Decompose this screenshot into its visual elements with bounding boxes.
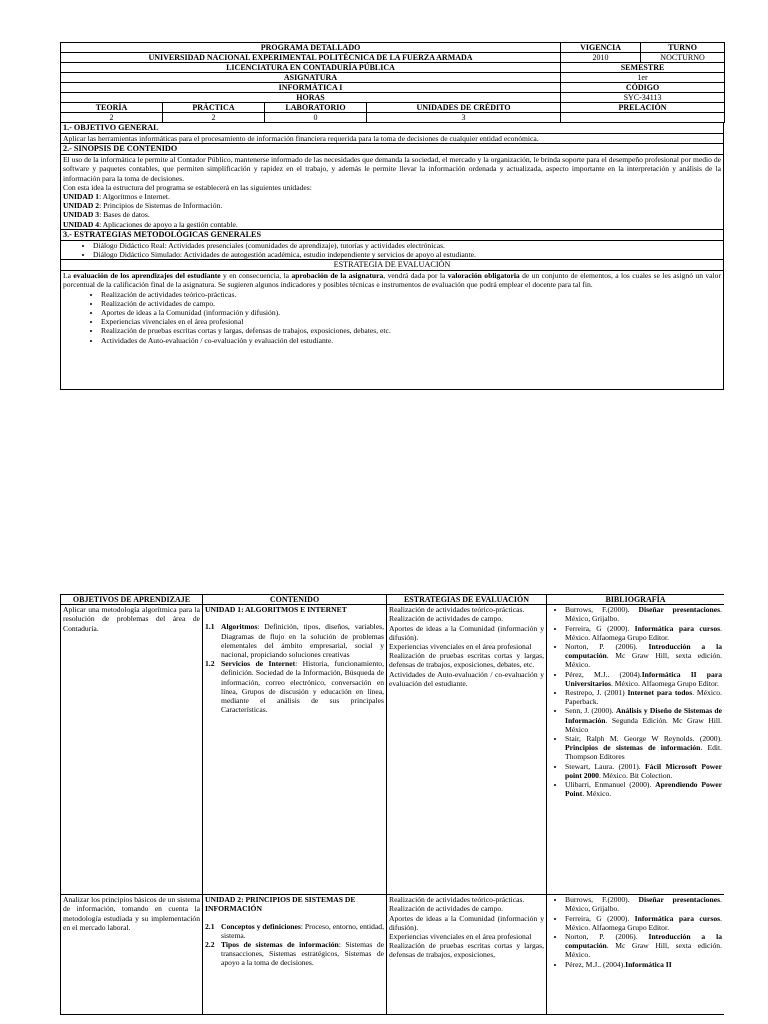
semestre-label: SEMESTRE xyxy=(561,63,725,73)
estrategias-title: 3.- ESTRATEGIAS METODOLÓGICAS GENERALES xyxy=(61,229,724,240)
bib-publisher: . México, Grijalbo. xyxy=(565,895,722,914)
col-header-objetivos: OBJETIVOS DE APRENDIZAJE xyxy=(61,595,203,605)
creditos-value: 3 xyxy=(367,113,561,123)
strategy-line: Actividades de Auto-evaluación / co-evaluación y evaluación del estudiante. xyxy=(389,669,544,688)
bib-author: Burrows, F.(2000). xyxy=(565,605,639,615)
bib-publisher: . México. xyxy=(582,789,612,799)
laboratorio-label: LABORATORIO xyxy=(265,103,367,113)
unidad-label: UNIDAD 3 xyxy=(63,210,100,220)
sinopsis-text: El uso de la informática le permite al Contador Público, mantenerse informado de las necesidades que demanda la sociedad, el mercado y la organización, le brinda soporte para el desempeño profesional por medio de software y paquetes contables, que permiten simplificación y rapidez en el trabajo, y además le permite llevar la información ordenada y actualizada, aspecto importante en la interpretación y análisis de la información para la toma de decisiones. xyxy=(63,155,721,183)
item-description: : Proceso, entorno, entidad, sistema. xyxy=(221,921,385,940)
item-description: : Definición, tipos, diseños, variables, Diagramas de flujo en la solución de problemas elementales del ámbito empresarial, social y nacional, propiciando soluciones creativas xyxy=(221,622,384,660)
objetivo-cell: Analizar los principios básicos de un sistema de información, tomando en cuenta la metodología estudiada y su implementación en el mercado laboral. xyxy=(61,895,203,1015)
unidad-line xyxy=(63,210,721,219)
evaluacion-part: La xyxy=(63,271,74,281)
bib-author: Burrows, F.(2000). xyxy=(565,895,639,905)
strategy-line: Realización de pruebas escritas cortas y largas, defensas de trabajos, exposiciones, debates, etc. xyxy=(389,651,544,670)
evaluacion-cell xyxy=(61,271,724,390)
program-header-page xyxy=(60,42,724,390)
evaluacion-text xyxy=(63,271,721,289)
bib-title: Principios de sistemas de información xyxy=(565,743,701,753)
bib-publisher: . Mc Graw Hill, sexta edición. México. xyxy=(565,651,722,670)
list-item: • Actividades de Auto-evaluación / co-evaluación y evaluación del estudiante. xyxy=(101,336,721,345)
bib-title: Aprendiendo Power Point xyxy=(565,780,722,799)
evaluacion-part: y en consecuencia, la xyxy=(220,271,292,281)
objetivo-cell: Aplicar una metodología algorítmica para la resolución de problemas del área de Contaduría. xyxy=(61,605,203,895)
bib-author: Stewart, Laura. (2001). xyxy=(565,761,646,771)
bib-publisher: . Edit. Thompson Editores xyxy=(565,743,723,762)
semestre-value: 1er xyxy=(561,73,725,83)
sinopsis-cell xyxy=(61,155,724,230)
sinopsis-title: 2.- SINOPSIS DE CONTENIDO xyxy=(61,144,724,155)
content-item xyxy=(205,659,384,714)
bib-entry xyxy=(565,624,722,642)
practica-label: PRÁCTICA xyxy=(163,103,265,113)
teoria-label: TEORÍA xyxy=(61,103,163,113)
bib-author: Pérez, M.J.. (2004). xyxy=(565,959,626,969)
strategy-line: Aportes de ideas a la Comunidad (información y difusión). xyxy=(389,913,544,932)
unidad-heading: UNIDAD 1: ALGORITMOS E INTERNET xyxy=(205,605,347,615)
item-title: Conceptos y definiciones xyxy=(221,921,301,931)
bib-publisher: . México, Grijalbo. xyxy=(565,605,722,624)
unidad-text: : Principios de Sistemas de Información. xyxy=(99,201,223,211)
unidad-label: UNIDAD 2 xyxy=(63,201,100,211)
program-title: PROGRAMA DETALLADO xyxy=(61,43,561,53)
bib-title: Introducción a la computación xyxy=(565,932,723,951)
codigo-label: CÓDIGO xyxy=(561,83,725,93)
bib-author: Senn, J. (2000). xyxy=(565,706,616,716)
list-item: • Realización de actividades teórico-prácticas. xyxy=(101,290,721,299)
bibliografia-cell xyxy=(547,895,725,1015)
bib-publisher: . México. Alfaomega Grupo Editor. xyxy=(565,913,722,932)
codigo-value: SYC-34113 xyxy=(561,93,725,103)
item-number: 1.2 xyxy=(205,659,215,669)
unidad-line xyxy=(63,220,721,229)
estrategias-cell xyxy=(387,605,547,895)
item-number: 2.2 xyxy=(205,940,215,950)
bib-author: Stair, Ralph M. George W Reynolds. (2000). xyxy=(565,734,722,744)
bibliografia-cell xyxy=(547,605,725,895)
unidad-line xyxy=(63,192,721,201)
contenido-cell xyxy=(203,895,387,1015)
bib-entry xyxy=(565,895,722,913)
prelacion-value xyxy=(561,113,725,123)
strategy-line: Aportes de ideas a la Comunidad (información y difusión). xyxy=(389,623,544,642)
list-item: • Realización de pruebas escritas cortas y largas, defensas de trabajos, exposiciones, debates, etc. xyxy=(101,326,721,335)
bib-entry xyxy=(565,762,722,780)
vigencia-label: VIGENCIA xyxy=(561,43,641,53)
bib-publisher: . Mc Graw Hill, sexta edición. México. xyxy=(565,941,722,960)
strategy-line: Realización de pruebas escritas cortas y largas, defensas de trabajos, exposiciones, xyxy=(389,941,544,960)
contenido-cell xyxy=(203,605,387,895)
strategy-line: Realización de actividades de campo. xyxy=(389,614,504,624)
content-item xyxy=(205,622,384,659)
unidad-text: : Bases de datos. xyxy=(99,210,150,220)
bib-title: Internet para todos xyxy=(627,688,693,698)
item-text xyxy=(221,659,384,714)
bib-entry xyxy=(565,780,722,798)
bib-publisher: . México. Paperback. xyxy=(565,688,723,707)
prelacion-label: PRELACIÓN xyxy=(561,103,725,113)
col-header-bibliografia: BIBLIOGRAFÍA xyxy=(547,595,725,605)
bib-entry xyxy=(565,734,722,762)
list-item: • Diálogo Didáctico Simulado: Actividades de autogestión académica, estudio independiente y servicios de apoyo al estudiante. xyxy=(93,250,721,259)
bib-author: Restrepo, J. (2001) xyxy=(565,688,628,698)
bib-author: Ferreira, G (2000). xyxy=(565,623,635,633)
career-name: LICENCIATURA EN CONTADURÍA PÚBLICA xyxy=(61,63,561,73)
bib-title: Fácil Microsoft Power point 2000 xyxy=(565,761,722,780)
strategy-line: Realización de actividades teórico-prácticas. xyxy=(389,895,525,905)
detail-page xyxy=(60,594,724,1024)
asignatura-label: ASIGNATURA xyxy=(61,73,561,83)
sinopsis-intro: Con esta idea la estructura del programa se establecerá en las siguientes unidades: xyxy=(63,182,312,192)
objetivo-text: Aplicar las herramientas informáticas para el procesamiento de información financiera requerida para la toma de decisiones de cualquier entidad económica. xyxy=(61,134,724,144)
objetivo-title: 1.- OBJETIVO GENERAL xyxy=(61,123,724,134)
bib-title: Informática II para Universitarios xyxy=(565,669,722,688)
bib-title: Informática para cursos xyxy=(634,913,721,923)
bib-entry xyxy=(565,688,722,706)
detail-table xyxy=(60,594,724,1015)
unidad-line xyxy=(63,201,721,210)
content-item xyxy=(205,922,384,940)
bib-entry xyxy=(565,706,722,734)
strategy-line: Experiencias vivenciales en el área profesional xyxy=(389,642,532,652)
item-number: 1.1 xyxy=(205,622,215,632)
bib-author: Pérez, M.J.. (2004). xyxy=(565,669,642,679)
bib-publisher: . México. Bit Colection. xyxy=(598,770,673,780)
university-name: UNIVERSIDAD NACIONAL EXPERIMENTAL POLITÉCNICA DE LA FUERZA ARMADA xyxy=(61,53,561,63)
practica-value: 2 xyxy=(163,113,265,123)
content-item xyxy=(205,940,384,968)
bib-title: Informática II xyxy=(625,959,672,969)
bib-entry xyxy=(565,670,722,688)
turno-value: NOCTURNO xyxy=(641,53,725,63)
bib-author: Ferreira, G (2000). xyxy=(565,913,635,923)
bib-author: Norton, P. (2006). xyxy=(565,932,649,942)
bib-entry xyxy=(565,960,722,969)
unidad-label: UNIDAD 4 xyxy=(63,219,100,229)
bib-title: Diseñar presentaciones xyxy=(638,895,721,905)
evaluacion-bold: evaluación de los aprendizajes del estudiante xyxy=(73,271,221,281)
evaluacion-part: de un conjunto de elementos, a los cuales se les asignó un valor porcentual de la calificación final de la asignatura. Se sugieren algunos indicadores y posibles técnicas e instrumentos de evaluación que podrá emplear el docente para tal fin. xyxy=(63,271,721,290)
estrategias-cell xyxy=(61,240,724,259)
item-title: Servicios de Internet xyxy=(221,659,296,669)
bib-title: Informática para cursos xyxy=(634,623,721,633)
estrategias-cell xyxy=(387,895,547,1015)
bib-title: Análisis y Diseño de Sistemas de Información xyxy=(565,706,722,725)
item-text xyxy=(221,940,384,968)
bib-publisher: . Segunda Edición. Mc Graw Hill. México xyxy=(565,715,722,734)
bib-entry xyxy=(565,914,722,932)
teoria-value: 2 xyxy=(61,113,163,123)
header-table xyxy=(60,42,725,123)
item-title: Algoritmos xyxy=(221,622,258,632)
bib-title: Diseñar presentaciones xyxy=(638,605,721,615)
asignatura-value: INFORMÁTICA I xyxy=(61,83,561,93)
evaluacion-title: ESTRATEGIA DE EVALUACIÓN xyxy=(61,260,724,271)
bib-author: Norton, P. (2006). xyxy=(565,642,649,652)
item-number: 2.1 xyxy=(205,921,215,931)
bib-entry xyxy=(565,932,722,960)
item-text xyxy=(221,922,384,940)
evaluacion-bold: valoración obligatoria xyxy=(447,271,520,281)
strategy-line: Realización de actividades teórico-prácticas. xyxy=(389,605,525,615)
turno-label: TURNO xyxy=(641,43,725,53)
list-item: • Realización de actividades de campo. xyxy=(101,299,721,308)
bib-author: Ulibarri, Enmanuel (2000). xyxy=(565,780,656,790)
unidad-text: : Algoritmos e Internet. xyxy=(99,192,170,202)
col-header-estrategias: ESTRATEGIAS DE EVALUACIÓN xyxy=(387,595,547,605)
item-title: Tipos de sistemas de información xyxy=(221,940,339,950)
list-item: • Aportes de ideas a la Comunidad (información y difusión). xyxy=(101,308,721,317)
col-header-contenido: CONTENIDO xyxy=(203,595,387,605)
item-description: : Sistemas de transacciones, Sistemas estratégicos, Sistemas de apoyo a la toma de decisiones. xyxy=(221,940,384,968)
bib-publisher: . México. Alfaomega Grupo Editor. xyxy=(565,623,722,642)
vigencia-value: 2010 xyxy=(561,53,641,63)
laboratorio-value: 0 xyxy=(265,113,367,123)
bib-publisher: . México. Alfaomega Grupo Editor. xyxy=(610,678,719,688)
unidad-heading: UNIDAD 2: PRINCIPIOS DE SISTEMAS DE INFORMACIÓN xyxy=(205,895,356,914)
unidad-text: : Aplicaciones de apoyo a la gestión contable. xyxy=(99,219,238,229)
creditos-label: UNIDADES DE CRÉDITO xyxy=(367,103,561,113)
evaluacion-part: , vendrá dada por la xyxy=(383,271,448,281)
item-text xyxy=(221,622,384,659)
evaluacion-bold: aprobación de la asignatura xyxy=(291,271,384,281)
unidad-label: UNIDAD 1 xyxy=(63,192,100,202)
strategy-line: Realización de actividades de campo. xyxy=(389,904,504,914)
strategy-line: Experiencias vivenciales en el área profesional xyxy=(389,932,532,942)
sections-table xyxy=(60,122,724,390)
item-description: : Historia, funcionamiento, definición. Sociedad de la Información, Búsqueda de información, correo electrónico, conversación en línea, Grupos de discusión y educación en línea, mediante el análisis de sus principales Características. xyxy=(221,659,384,715)
bib-entry xyxy=(565,605,722,623)
horas-label: HORAS xyxy=(61,93,561,103)
bib-title: Introducción a la computación xyxy=(565,642,723,661)
bib-entry xyxy=(565,642,722,670)
list-item: • Experiencias vivenciales en el área profesional xyxy=(101,317,721,326)
list-item: • Diálogo Didáctico Real: Actividades presenciales (comunidades de aprendizaje), tutorías y actividades electrónicas. xyxy=(93,241,721,250)
